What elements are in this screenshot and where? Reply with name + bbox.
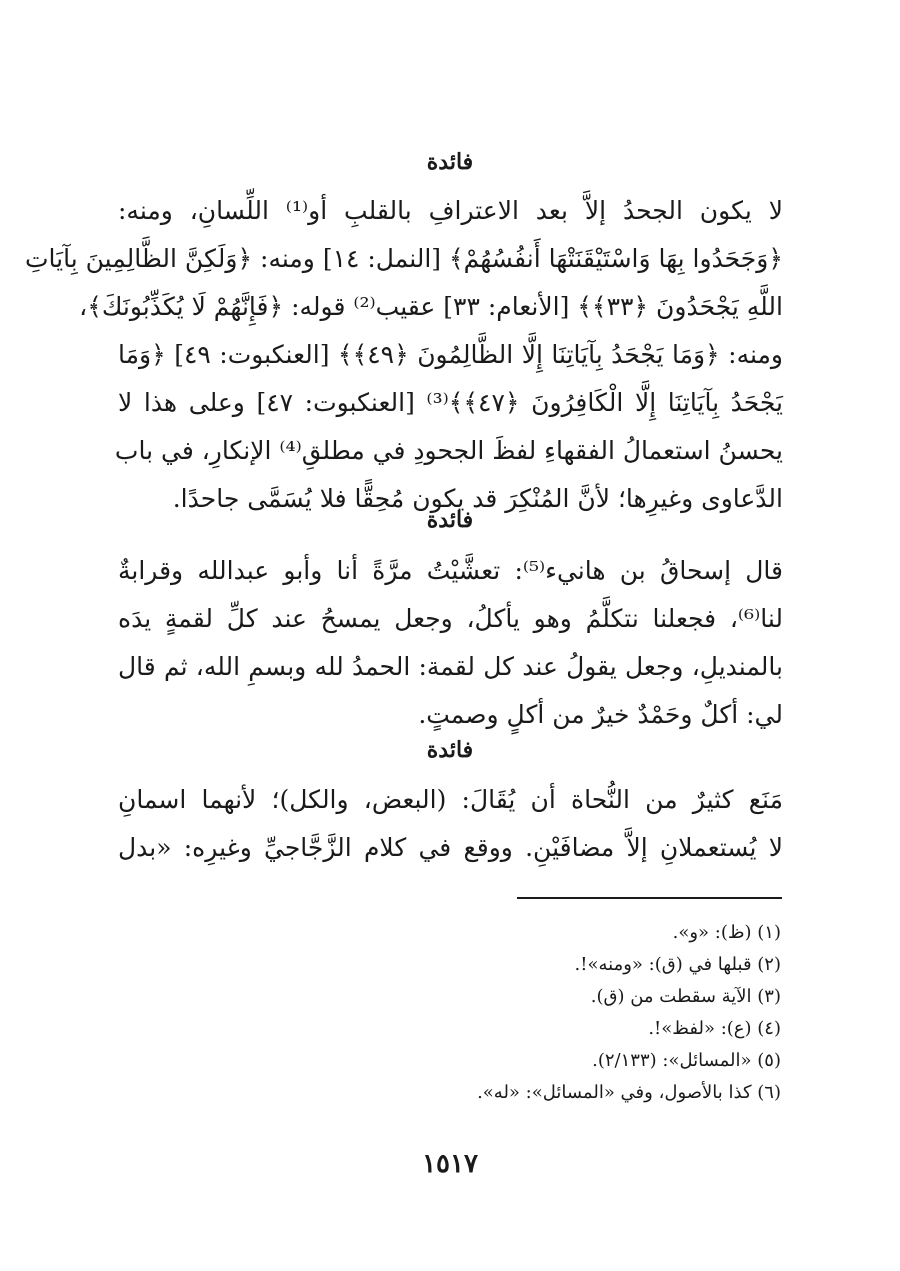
text-line: قال إسحاقُ بن هانيء⁽⁵⁾: تعشَّيْتُ مرَّةً أنا وأبو عبدالله وقرابةٌ [118, 556, 783, 585]
footnote: (٢) قبلها في (ق): «ومنه»!. [574, 954, 781, 975]
text-line: ﴿وَجَحَدُوا بِهَا وَاسْتَيْقَنَتْهَا أَنفُسُهُمْ﴾ [النمل: ١٤] ومنه: ﴿وَلَكِنَّ الظَّالِمِينَ بِآيَاتِ [25, 244, 783, 273]
text-line: الدَّعاوى وغيرِها؛ لأنَّ المُنْكِرَ قد يكون مُحِقًّا فلا يُسَمَّى جاحدًا. [172, 484, 783, 513]
section-heading-2: فائدة [426, 507, 474, 533]
text-line: يحسنُ استعمالُ الفقهاءِ لفظَ الجحودِ في مطلقِ⁽⁴⁾ الإنكارِ، في باب [114, 436, 783, 465]
text-line: بالمنديلِ، وجعل يقولُ عند كل لقمة: الحمدُ لله وبسمِ الله، ثم قال [118, 652, 783, 681]
page-number: ١٥١٧ [422, 1149, 478, 1179]
section-heading-3: فائدة [426, 737, 474, 763]
footnotes [118, 917, 781, 1109]
text-line: يَجْحَدُ بِآيَاتِنَا إِلَّا الْكَافِرُونَ ﴿٤٧﴾﴾⁽³⁾ [العنكبوت: ٤٧] وعلى هذا لا [118, 388, 783, 417]
text-line: لا يكون الجحدُ إلاَّ بعد الاعترافِ بالقلبِ أو⁽¹⁾ اللِّسانِ، ومنه: [118, 196, 783, 225]
text-line: لي: أكلٌ وحَمْدٌ خيرٌ من أكلٍ وصمتٍ. [418, 700, 783, 729]
text-line: لا يُستعملانِ إلاَّ مضافَيْنِ. ووقع في كلام الزَّجَّاجيِّ وغيرِه: «بدل [118, 833, 783, 862]
text-line: مَنَع كثيرٌ من النُّحاة أن يُقَالَ: (البعض، والكل)؛ لأنهما اسمانِ [118, 785, 783, 814]
text-line: لنا⁽⁶⁾، فجعلنا نتكلَّمُ وهو يأكلُ، وجعل يمسحُ عند كلِّ لقمةٍ يدَه [118, 604, 783, 633]
section-body-2 [118, 547, 783, 739]
section-heading-1: فائدة [426, 149, 474, 175]
text-line: ومنه: ﴿وَمَا يَجْحَدُ بِآيَاتِنَا إِلَّا الظَّالِمُونَ ﴿٤٩﴾﴾ [العنكبوت: ٤٩] ﴿وَمَا [118, 340, 783, 369]
footnote: (٤) (ع): «لفظ»!. [648, 1018, 781, 1039]
footnote: (١) (ظ): «و». [672, 922, 781, 943]
footnote: (٥) «المسائل»: (٢/١٣٣). [592, 1050, 781, 1071]
section-body-1 [25, 187, 783, 523]
text-line: اللَّهِ يَجْحَدُونَ ﴿٣٣﴾﴾ [الأنعام: ٣٣] عقيب⁽²⁾ قوله: ﴿فَإِنَّهُمْ لَا يُكَذِّبُونَكَ﴾، [79, 292, 783, 321]
section-body-3 [118, 776, 783, 872]
footnote: (٣) الآية سقطت من (ق). [590, 986, 781, 1007]
footnote: (٦) كذا بالأصول، وفي «المسائل»: «له». [477, 1082, 781, 1103]
footnote-divider [517, 897, 782, 899]
